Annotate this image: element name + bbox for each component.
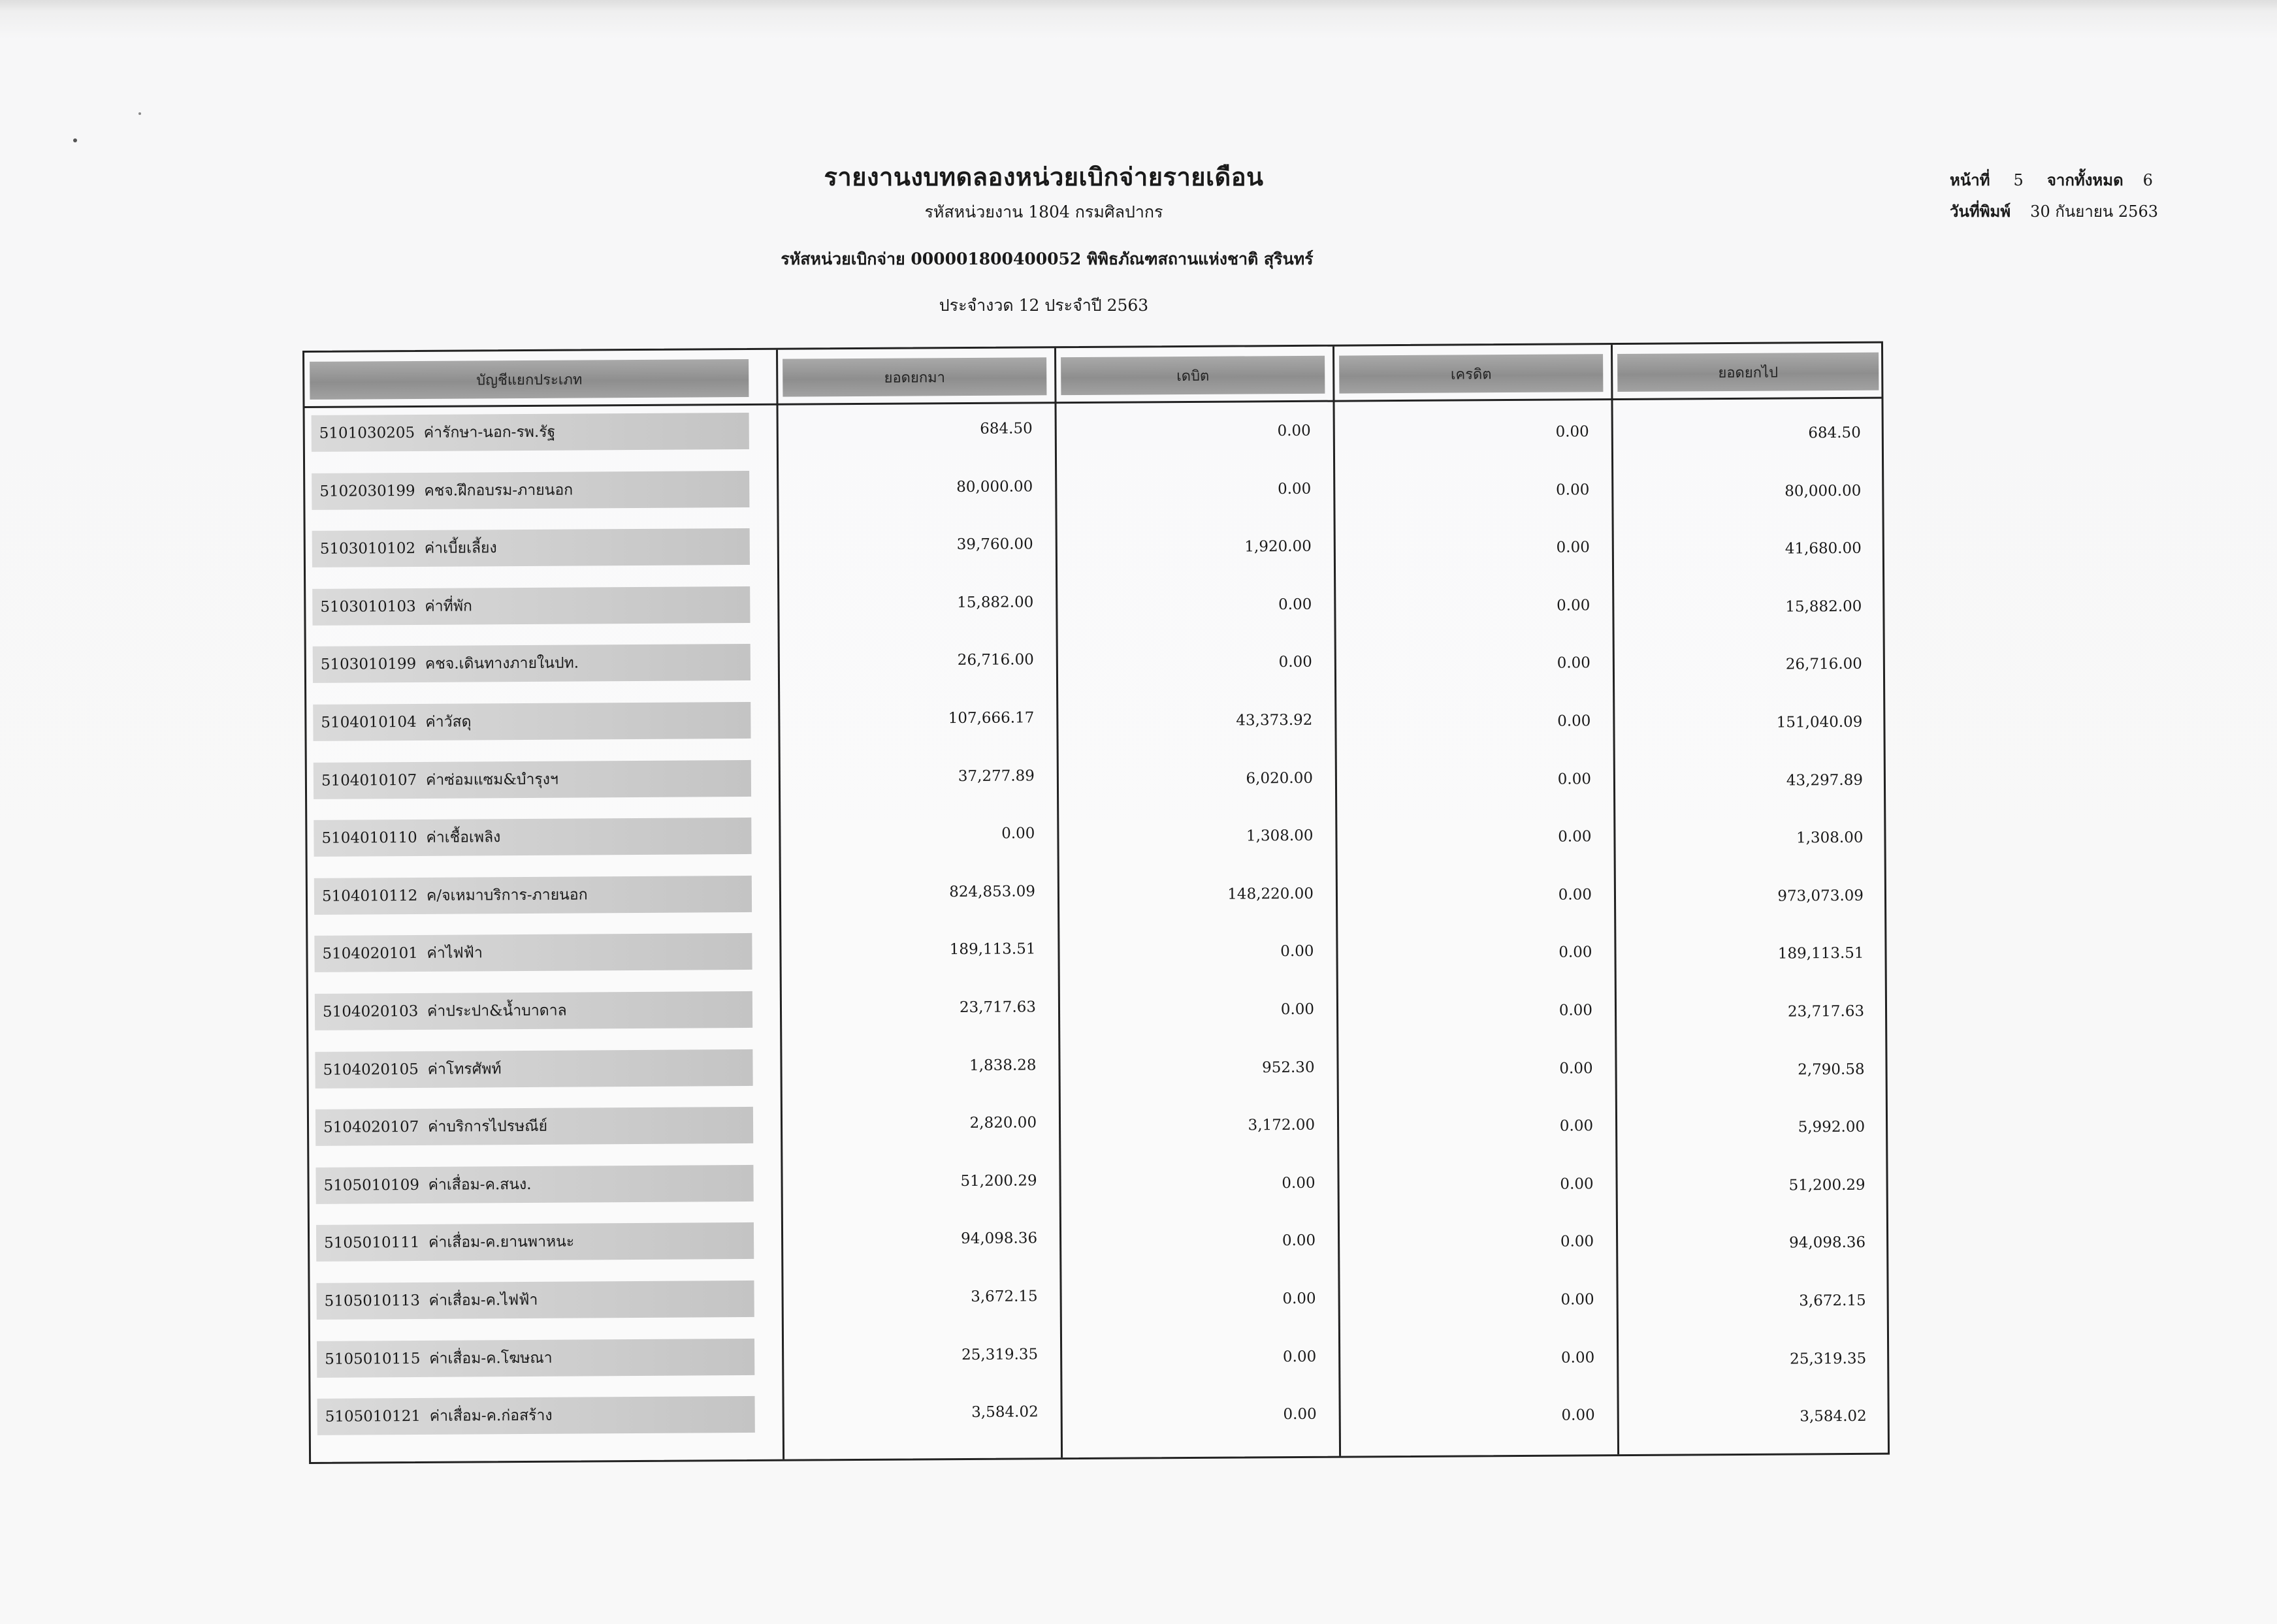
credit-cell: 0.00 bbox=[1560, 1233, 1594, 1250]
account-code: 5103010103 bbox=[320, 597, 416, 616]
account-code: 5103010199 bbox=[320, 656, 417, 674]
account-name: ค่าวัสดุ bbox=[425, 713, 472, 731]
brought-forward-cell: 15,882.00 bbox=[957, 594, 1034, 611]
table-row-label bbox=[315, 1107, 753, 1146]
account-name: ค่าโทรศัพท์ bbox=[427, 1060, 502, 1078]
carried-forward-cell: 973,073.09 bbox=[1777, 887, 1864, 905]
debit-cell: 952.30 bbox=[1261, 1059, 1315, 1076]
column-header-credit: เครดิต bbox=[1339, 354, 1603, 393]
trial-balance-table bbox=[302, 342, 1890, 1464]
account-name: คชจ.เดินทางภายในปท. bbox=[425, 654, 579, 673]
account-code: 5105010115 bbox=[325, 1350, 421, 1368]
carried-forward-cell: 51,200.29 bbox=[1788, 1176, 1865, 1194]
credit-cell: 0.00 bbox=[1560, 1348, 1595, 1367]
carried-forward-cell: 3,584.02 bbox=[1800, 1408, 1867, 1425]
debit-cell: 0.00 bbox=[1282, 1290, 1316, 1308]
carried-forward-cell: 189,113.51 bbox=[1777, 945, 1864, 963]
total-label: จากทั้งหมด bbox=[2046, 170, 2124, 189]
debit-cell: 0.00 bbox=[1280, 1000, 1315, 1019]
debit-cell: 0.00 bbox=[1282, 1348, 1317, 1365]
table-row-label bbox=[314, 876, 752, 915]
account-name: ค/จเหมาบริการ-ภายนอก bbox=[426, 886, 588, 904]
credit-cell: 0.00 bbox=[1557, 712, 1591, 730]
account-name: ค่าประปา&น้ำบาดาล bbox=[427, 1002, 567, 1020]
credit-cell: 0.00 bbox=[1559, 1117, 1594, 1135]
account-code: 5104010107 bbox=[321, 771, 417, 789]
account-name: ค่าเสื่อม-ค.สนง. bbox=[428, 1175, 532, 1194]
debit-cell: 0.00 bbox=[1283, 1406, 1317, 1424]
carried-forward-cell: 1,308.00 bbox=[1796, 829, 1864, 847]
brought-forward-cell: 3,672.15 bbox=[971, 1288, 1038, 1305]
carried-forward-cell: 23,717.63 bbox=[1787, 1002, 1865, 1021]
account-name: ค่าเสื่อม-ค.โฆษณา bbox=[429, 1349, 553, 1367]
carried-forward-cell: 43,297.89 bbox=[1786, 771, 1864, 789]
brought-forward-cell: 94,098.36 bbox=[960, 1230, 1038, 1248]
carried-forward-cell: 3,672.15 bbox=[1799, 1292, 1866, 1310]
credit-cell: 0.00 bbox=[1557, 770, 1592, 788]
table-row-label bbox=[316, 1222, 754, 1262]
column-divider bbox=[1054, 348, 1063, 1457]
account-name: ค่าบริการไปรษณีย์ bbox=[427, 1117, 548, 1136]
account-code: 5104010112 bbox=[321, 887, 418, 905]
table-row-label bbox=[313, 644, 751, 683]
credit-cell: 0.00 bbox=[1558, 944, 1592, 961]
header-divider bbox=[305, 397, 1882, 408]
page-number: 5 bbox=[2013, 171, 2024, 189]
debit-cell: 1,920.00 bbox=[1244, 538, 1312, 556]
debit-cell: 0.00 bbox=[1278, 596, 1312, 613]
table-row-label bbox=[314, 760, 751, 799]
credit-cell: 0.00 bbox=[1558, 1002, 1593, 1019]
credit-cell: 0.00 bbox=[1557, 654, 1591, 673]
brought-forward-cell: 684.50 bbox=[980, 420, 1033, 438]
credit-cell: 0.00 bbox=[1557, 597, 1591, 614]
table-row-label bbox=[312, 586, 750, 626]
carried-forward-cell: 80,000.00 bbox=[1784, 482, 1862, 500]
account-code: 5103010102 bbox=[319, 540, 416, 558]
brought-forward-cell: 80,000.00 bbox=[956, 477, 1033, 496]
debit-cell: 148,220.00 bbox=[1227, 885, 1314, 903]
carried-forward-cell: 151,040.09 bbox=[1776, 713, 1863, 731]
credit-cell: 0.00 bbox=[1558, 828, 1592, 846]
table-row-label bbox=[317, 1339, 754, 1378]
credit-cell: 0.00 bbox=[1560, 1291, 1594, 1309]
print-date-label: วันที่พิมพ์ bbox=[1950, 202, 2011, 221]
credit-cell: 0.00 bbox=[1555, 423, 1589, 441]
account-code: 5105010111 bbox=[324, 1234, 420, 1252]
report-title: รายงานงบทดลองหน่วยเบิกจ่ายรายเดือน bbox=[824, 162, 1264, 191]
page-label: หน้าที่ bbox=[1950, 170, 1990, 189]
account-code: 5104020101 bbox=[322, 945, 418, 963]
column-header-account: บัญชีแยกประเภท bbox=[310, 359, 749, 400]
credit-cell: 0.00 bbox=[1558, 886, 1592, 904]
account-name: ค่าที่พัก bbox=[425, 597, 472, 615]
account-code: 5104020105 bbox=[323, 1060, 419, 1079]
table-row-label bbox=[316, 1281, 754, 1320]
print-date: 30 กันยายน 2563 bbox=[2030, 202, 2158, 221]
account-name: ค่าซ่อมแซม&บำรุงฯ bbox=[425, 771, 558, 789]
credit-cell: 0.00 bbox=[1560, 1175, 1594, 1193]
account-name: ค่าเชื้อเพลิง bbox=[426, 829, 501, 847]
carried-forward-cell: 2,790.58 bbox=[1798, 1060, 1865, 1079]
credit-cell: 0.00 bbox=[1556, 539, 1590, 556]
table-row-label bbox=[312, 413, 749, 452]
carried-forward-cell: 26,716.00 bbox=[1785, 656, 1862, 673]
table-row-label bbox=[313, 702, 751, 741]
table-row-label bbox=[315, 1049, 752, 1089]
carried-forward-cell: 41,680.00 bbox=[1784, 540, 1862, 558]
brought-forward-cell: 37,277.89 bbox=[958, 767, 1035, 785]
table-row-label bbox=[315, 1165, 753, 1204]
account-name: คชจ.ฝึกอบรม-ภายนอก bbox=[424, 481, 573, 500]
account-name: ค่าไฟฟ้า bbox=[427, 944, 483, 963]
period-line: ประจำงวด 12 ประจำปี 2563 bbox=[939, 296, 1149, 315]
debit-cell: 1,308.00 bbox=[1246, 827, 1314, 845]
carried-forward-cell: 25,319.35 bbox=[1790, 1350, 1867, 1368]
debit-cell: 0.00 bbox=[1278, 654, 1312, 671]
account-code: 5105010113 bbox=[324, 1292, 421, 1310]
table-row-label bbox=[312, 471, 749, 510]
account-code: 5104010104 bbox=[321, 713, 417, 731]
column-divider bbox=[1611, 345, 1619, 1454]
brought-forward-cell: 51,200.29 bbox=[960, 1172, 1037, 1190]
column-header-brought-forward: ยอดยกมา bbox=[783, 357, 1046, 396]
account-code: 5105010109 bbox=[323, 1176, 420, 1194]
table-row-label bbox=[312, 528, 750, 567]
table-row-label bbox=[315, 991, 752, 1030]
brought-forward-cell: 3,584.02 bbox=[971, 1403, 1039, 1422]
table-row-label bbox=[314, 933, 752, 972]
column-divider bbox=[1332, 347, 1341, 1456]
debit-cell: 0.00 bbox=[1277, 422, 1311, 440]
debit-cell: 0.00 bbox=[1280, 943, 1314, 961]
account-name: ค่าเบี้ยเลี้ยง bbox=[424, 539, 497, 558]
account-code: 5105010121 bbox=[325, 1408, 421, 1426]
account-name: ค่าเสื่อม-ค.ไฟฟ้า bbox=[428, 1291, 538, 1309]
brought-forward-cell: 26,716.00 bbox=[957, 651, 1034, 669]
debit-cell: 0.00 bbox=[1282, 1174, 1316, 1192]
carried-forward-cell: 15,882.00 bbox=[1785, 597, 1862, 616]
account-code: 5102030199 bbox=[319, 482, 415, 500]
brought-forward-cell: 23,717.63 bbox=[959, 998, 1037, 1017]
debit-cell: 0.00 bbox=[1277, 480, 1312, 498]
credit-cell: 0.00 bbox=[1561, 1407, 1595, 1424]
account-name: ค่าเสื่อม-ค.ยานพาหนะ bbox=[428, 1233, 575, 1252]
column-divider bbox=[776, 350, 784, 1459]
brought-forward-cell: 2,820.00 bbox=[969, 1114, 1037, 1132]
credit-cell: 0.00 bbox=[1559, 1059, 1593, 1077]
scan-speck bbox=[73, 138, 77, 142]
debit-cell: 0.00 bbox=[1282, 1232, 1316, 1250]
brought-forward-cell: 189,113.51 bbox=[949, 940, 1036, 959]
agency-line: รหัสหน่วยงาน 1804 กรมศิลปากร bbox=[924, 202, 1163, 221]
brought-forward-cell: 1,838.28 bbox=[969, 1056, 1037, 1074]
debit-cell: 3,172.00 bbox=[1248, 1117, 1316, 1134]
carried-forward-cell: 684.50 bbox=[1808, 424, 1861, 442]
account-name: ค่ารักษา-นอก-รพ.รัฐ bbox=[423, 423, 556, 441]
column-header-carried-forward: ยอดยกไป bbox=[1617, 353, 1879, 392]
brought-forward-cell: 107,666.17 bbox=[948, 709, 1035, 727]
scan-speck bbox=[138, 112, 141, 115]
page-info bbox=[1950, 165, 2158, 227]
carried-forward-cell: 94,098.36 bbox=[1789, 1234, 1866, 1252]
account-code: 5101030205 bbox=[319, 424, 415, 442]
table-row-label bbox=[317, 1396, 755, 1435]
brought-forward-cell: 39,760.00 bbox=[956, 535, 1033, 554]
credit-cell: 0.00 bbox=[1556, 481, 1590, 499]
debit-cell: 43,373.92 bbox=[1236, 711, 1313, 729]
carried-forward-cell: 5,992.00 bbox=[1798, 1119, 1865, 1136]
brought-forward-cell: 824,853.09 bbox=[949, 883, 1036, 900]
total-pages: 6 bbox=[2142, 171, 2153, 189]
brought-forward-cell: 25,319.35 bbox=[961, 1345, 1039, 1363]
account-code: 5104010110 bbox=[321, 829, 417, 848]
account-code: 5104020103 bbox=[322, 1002, 419, 1021]
debit-cell: 6,020.00 bbox=[1246, 769, 1313, 788]
account-code: 5104020107 bbox=[323, 1119, 419, 1137]
column-header-debit: เดบิต bbox=[1061, 356, 1325, 395]
account-name: ค่าเสื่อม-ค.ก่อสร้าง bbox=[429, 1407, 553, 1425]
table-row-label bbox=[314, 818, 751, 857]
brought-forward-cell: 0.00 bbox=[1001, 825, 1035, 842]
disbursing-unit-line: รหัสหน่วยเบิกจ่าย 000001800400052 พิพิธภัณฑสถานแห่งชาติ สุรินทร์ bbox=[781, 249, 1314, 268]
